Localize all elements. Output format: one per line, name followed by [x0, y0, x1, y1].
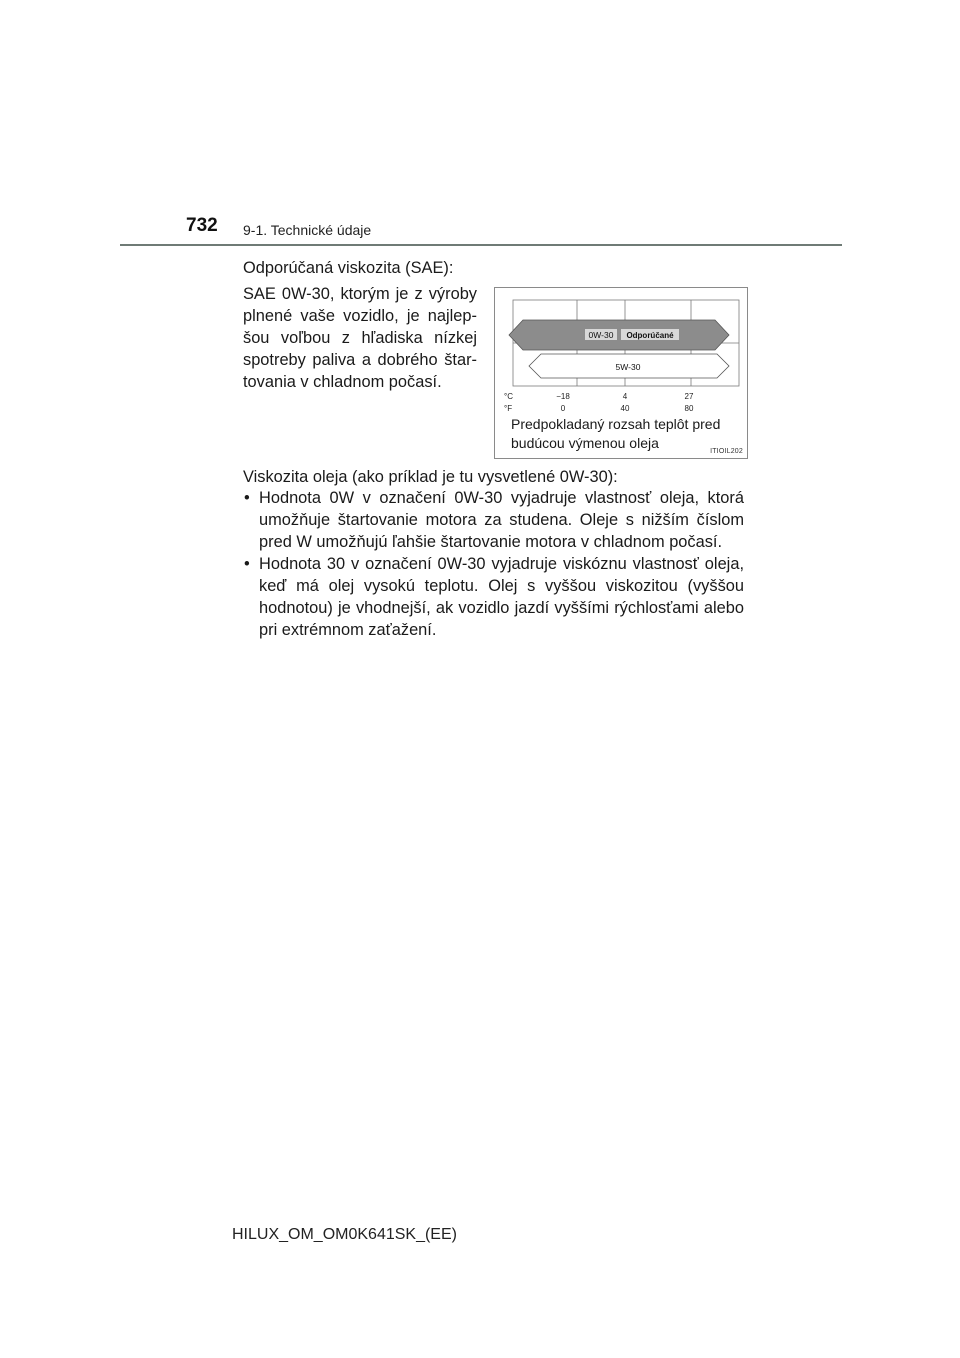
list-item: • Hodnota 30 v označení 0W-30 vyjadruje viskóznu vlastnosť oleja, keď má olej vysokú teplotu. Olej s vyššou viskozitou (vyššou hodnotou) je vhodnejší, ak vozidlo jazdí vyššími rýchlosťami alebo pri extrémnom zaťažení.	[243, 553, 744, 641]
viscosity-bullet-list	[243, 487, 744, 641]
list-item: • Hodnota 0W v označení 0W-30 vyjadruje vlastnosť oleja, ktorá umožňuje štartovanie motora za studena. Oleje s nižším číslom pred W umožňujú ľahšie štartovanie motora v chladnom počasí.	[243, 487, 744, 553]
figure-code: ITIOIL202	[710, 448, 743, 455]
range-arrow-0w30	[509, 320, 729, 350]
footer-doc-id: HILUX_OM_OM0K641SK_(EE)	[232, 1226, 457, 1243]
celsius-unit: °C	[504, 392, 513, 401]
section-title: 9-1. Technické údaje	[243, 222, 372, 238]
header-rule	[120, 244, 842, 246]
viscosity-figure	[494, 287, 748, 459]
celsius-tick: 4	[622, 392, 628, 401]
fahrenheit-unit: °F	[504, 404, 513, 413]
celsius-tick: −18	[556, 392, 570, 401]
recommended-viscosity-heading: Odporúčaná viskozita (SAE):	[243, 259, 454, 277]
grade-label-0w30: 0W-30	[588, 330, 614, 340]
viscosity-chart	[495, 288, 749, 413]
grade-label-5w30: 5W-30	[615, 362, 641, 372]
figure-caption: Predpokladaný rozsah teplôt pred budúcou výmenou oleja	[511, 416, 721, 451]
viscosity-explanation-heading: Viskozita oleja (ako príklad je tu vysvetlené 0W-30):	[243, 468, 618, 486]
fahrenheit-tick: 80	[684, 404, 694, 413]
page-number: 732	[186, 215, 218, 236]
fahrenheit-tick: 40	[620, 404, 630, 413]
recommended-tag: Odporúčané	[626, 331, 674, 340]
celsius-tick: 27	[684, 392, 694, 401]
fahrenheit-tick: 0	[560, 404, 566, 413]
intro-paragraph: SAE 0W-30, ktorým je z výroby plnené vaše vozidlo, je najlepšou voľbou z hľadiska nízkej spotreby paliva a dobrého štartovania v chladnom počasí.	[243, 285, 477, 391]
